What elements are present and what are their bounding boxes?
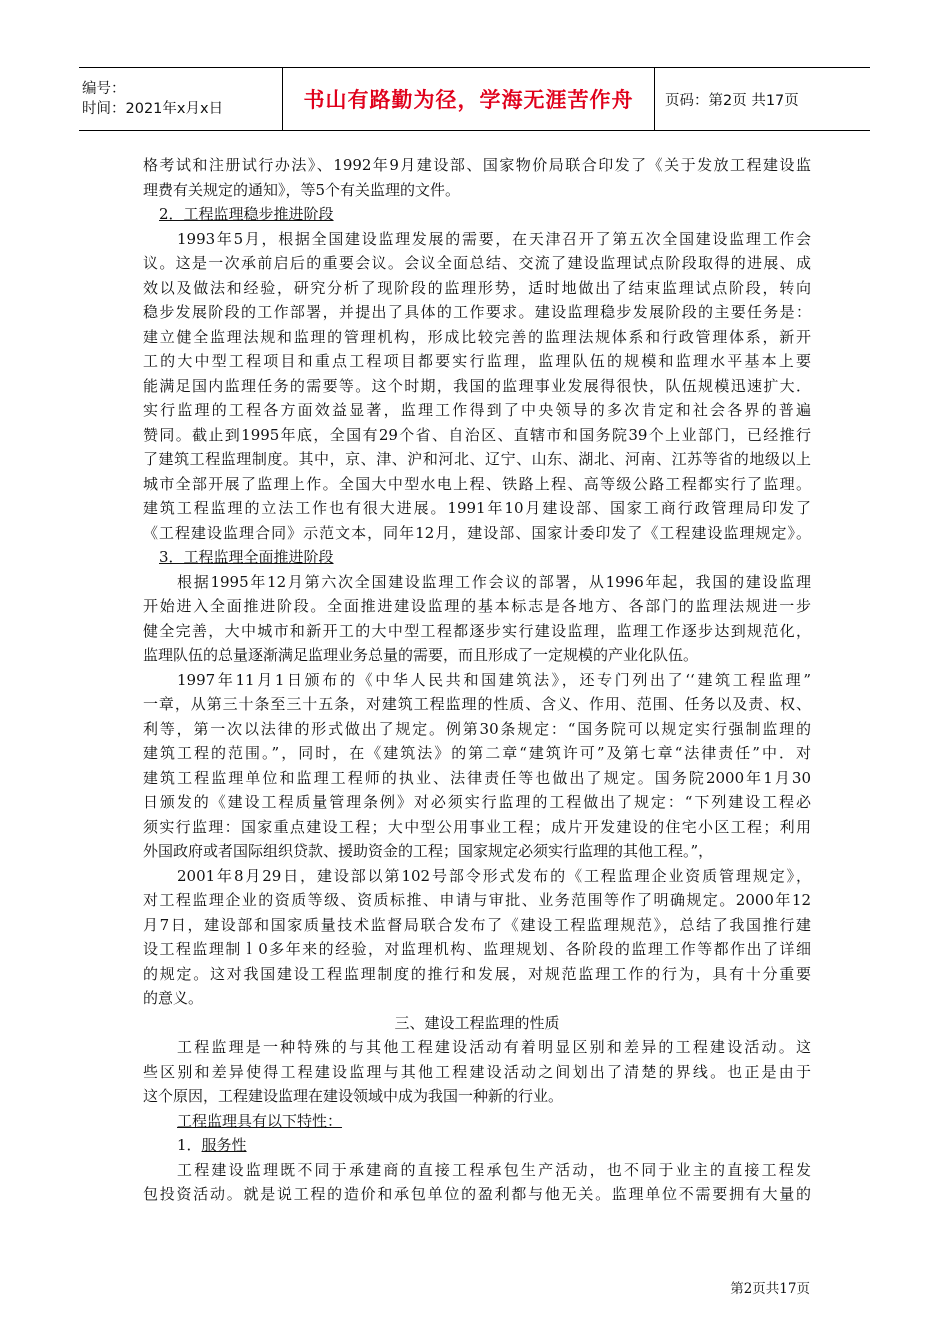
text-line: 月7日，建设部和国家质量技术监督局联合发布了《建设工程监理规范》，总结了我国推行建 — [143, 915, 811, 934]
text-line: 外国政府或者国际组织贷款、援助资金的工程；国家规定必须实行监理的其他工程。”， — [143, 842, 714, 860]
text-line: 赞同。截止到1995年底，全国有29个省、自治区、直辖市和国务院39个上业部门，已经推行 — [143, 425, 811, 444]
text-line: 理费有关规定的通知》，等5个有关监理的文件。 — [143, 180, 461, 199]
text-line: 格考试和注册试行办法》、1992年9月建设部、国家物价局联合印发了《关于发放工程建设监 — [143, 156, 811, 174]
paragraph-start: 1993年5月，根据全国建设监理发展的需要，在天津召开了第五次全国建设监理工作会 — [177, 229, 811, 248]
paragraph-start: 工程监理是一种特殊的与其他工程建设活动有着明显区别和差异的工程建设活动。这 — [177, 1038, 811, 1056]
subheading-text: 工程监理具有以下特性： — [177, 1111, 343, 1130]
heading-number: 1． — [177, 1136, 202, 1154]
page-header — [79, 67, 870, 131]
text-line: 的规定。这对我国建设工程监理制度的推行和发展，对规范监理工作的行为，具有十分重要 — [143, 964, 811, 983]
section-heading-text: 3．工程监理全面推进阶段 — [159, 548, 334, 566]
text-line: 工的大中型工程项目和重点工程项目都要实行监理，监理队伍的规模和监理水平基本上要 — [143, 352, 811, 370]
serial-label: 编号： — [82, 81, 126, 97]
header-meta — [79, 68, 282, 130]
text-line: 建筑工程监理的立法工作也有很大进展。1991年10月建设部、国家工商行政管理局印发了 — [143, 499, 811, 517]
page-footer: 第2页共17页 — [730, 1281, 810, 1297]
text-line: 包投资活动。就是说工程的造价和承包单位的盈利都与他无关。监理单位不需要拥有大量的 — [143, 1185, 811, 1203]
text-line: 这个原因，工程建设监理在建设领域中成为我国一种新的行业。 — [143, 1087, 564, 1105]
paragraph-start: 工程建设监理既不同于承建商的直接工程承包生产活动，也不同于业主的直接工程发 — [177, 1160, 811, 1179]
paragraph-start: 1997年11月1日颁布的《中华人民共和国建筑法》，还专门列出了‘‘建筑工程监理” — [177, 670, 811, 689]
text-line: 稳步发展阶段的工作部署，并提出了具体的工作要求。建设监理稳步发展阶段的主要任务是： — [143, 303, 811, 321]
header-page-info: 页码：第2页 共17页 — [665, 92, 799, 109]
section-heading — [143, 545, 811, 570]
text-line: 监理队伍的总量逐渐满足监理业务总量的需要，而且形成了一定规模的产业化队伍。 — [143, 646, 699, 664]
text-line: 对工程监理企业的资质等级、资质标推、申请与审批、业务范围等作了明确规定。2000年12 — [143, 891, 811, 909]
document-body — [143, 153, 811, 1207]
text-line: 开始进入全面推进阶段。全面推进建设监理的基本标志是各地方、各部门的监理法规进一步 — [143, 597, 811, 615]
text-line: 实行监理的工程各方面效益显著，监理工作得到了中央领导的多次肯定和社会各界的普遍 — [143, 401, 811, 419]
date-label: 时间：2021年x月x日 — [82, 101, 224, 117]
text-line: 利等，第一次以法律的形式做出了规定。例第30条规定：“国务院可以规定实行强制监理的 — [143, 719, 811, 738]
text-line: 效以及做法和经验，研究分析了现阶段的监理形势，适时地做出了结束监理试点阶段，转向 — [143, 278, 811, 297]
text-line: 须实行监理：国家重点建设工程；大中型公用事业工程；成片开发建设的住宅小区工程；利用 — [143, 817, 811, 836]
section-heading — [143, 202, 811, 227]
text-line: 健全完善，大中城市和新开工的大中型工程都逐步实行建设监理，监理工作逐步达到规范化， — [143, 621, 811, 640]
text-line: 些区别和差异使得工程建设监理与其他工程建设活动之间划出了清楚的界线。也正是由于 — [143, 1062, 811, 1081]
paragraph-start: 根据1995年12月第六次全国建设监理工作会议的部署，从1996年起，我国的建设监理 — [177, 572, 811, 591]
text-line: 议。这是一次承前启后的重要会议。会议全面总结、交流了建设监理试点阶段取得的进展、成 — [143, 254, 811, 272]
text-line: 建立健全监理法规和监理的管理机构，形成比较完善的监理法规体系和行政管理体系，新开 — [143, 327, 811, 346]
text-line: 《工程建设监理合同》示范文本，同年12月，建设部、国家计委印发了《工程建设监理规定》。 — [143, 523, 811, 542]
text-line: 建筑工程的范围。”，同时，在《建筑法》的第二章“建筑许可”及第七章“法律责任”中．对 — [143, 744, 811, 762]
chapter-heading: 三、建设工程监理的性质 — [394, 1013, 560, 1032]
section-heading-text: 服务性 — [201, 1136, 247, 1154]
subheading — [143, 1109, 811, 1134]
text-line: 日颁发的《建设工程质量管理条例》对必须实行监理的工程做出了规定：“下列建设工程必 — [143, 793, 811, 811]
header-motto: 书山有路勤为径，学海无涯苦作舟 — [282, 68, 655, 130]
text-line: 的意义。 — [143, 989, 204, 1007]
text-line: 设工程监理制ｌ0多年来的经验，对监理机构、监理规划、各阶段的监理工作等都作出了详细 — [143, 940, 811, 958]
paragraph-start: 2001年8月29日，建设部以第102号部令形式发布的《工程监理企业资质管理规定》， — [177, 866, 811, 885]
section-heading — [143, 1133, 811, 1158]
text-line: 能满足国内监理任务的需要等。这个时期，我国的监理事业发展得很快，队伍规模迅速扩大． — [143, 376, 811, 395]
text-line: 了建筑工程监理制度。其中，京、津、沪和河北、辽宁、山东、湖北、河南、江苏等省的地级以上 — [143, 450, 811, 468]
text-line: 一章，从第三十条至三十五条，对建筑工程监理的性质、含义、作用、范围、任务以及责、权、 — [143, 695, 811, 713]
section-heading-text: 2．工程监理稳步推进阶段 — [159, 205, 334, 223]
text-line: 建筑工程监理单位和监理工程师的执业、法律责任等也做出了规定。国务院2000年1月30 — [143, 768, 811, 787]
text-line: 城市全部开展了监理上作。全国大中型水电上程、铁路上程、高等级公路工程都实行了监理。 — [143, 474, 811, 493]
